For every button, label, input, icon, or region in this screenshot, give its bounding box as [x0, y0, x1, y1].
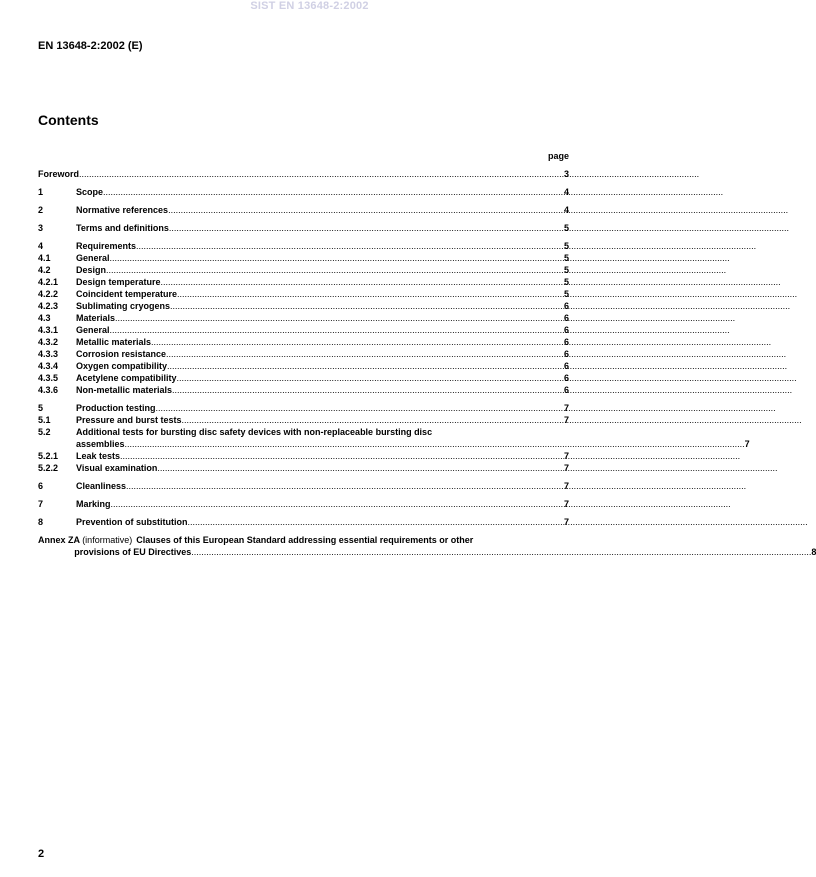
toc-entry-annex[interactable]	[38, 534, 816, 558]
toc-entry[interactable]	[38, 324, 569, 336]
annex-label: Annex ZA	[38, 535, 80, 545]
toc-leader-dots	[170, 300, 564, 312]
toc-entry-page: 7	[563, 403, 569, 413]
toc-entry[interactable]	[38, 372, 569, 384]
toc-entry-page: 6	[563, 325, 569, 335]
toc-entry-number: 6	[38, 481, 44, 491]
toc-entry-number: 4.2.3	[38, 301, 59, 311]
toc-entry-number: 4.3.1	[38, 325, 59, 335]
toc-entry-page: 7	[563, 517, 569, 527]
toc-entry-page: 7	[563, 481, 569, 491]
toc-entry[interactable]	[38, 288, 569, 300]
annex-qualifier: (informative)	[82, 535, 133, 545]
toc-entry-title: Materials	[76, 313, 116, 323]
toc-entry-page: 5	[563, 289, 569, 299]
toc-entry-page: 5	[563, 265, 569, 275]
annex-title-line: Clauses of this European Standard addressing essential requirements or other	[136, 535, 474, 545]
toc-entry-number: 5.1	[38, 415, 51, 425]
toc-entry-number: 4.3.3	[38, 349, 59, 359]
toc-entry[interactable]	[38, 312, 569, 324]
toc-entry-title-line: Additional tests for bursting disc safety devices with non-replaceable bursting disc	[76, 427, 433, 437]
toc-entry[interactable]	[38, 348, 569, 360]
toc-entry-title: Design	[76, 265, 107, 275]
toc-entry-page: 7	[563, 499, 569, 509]
toc-entry-title: Pressure and burst tests	[76, 415, 182, 425]
toc-entry[interactable]	[38, 480, 569, 492]
toc-entry-title: Non-metallic materials	[76, 385, 173, 395]
toc-entry-page: 4	[563, 187, 569, 197]
toc-entry-number: 5.2.1	[38, 451, 59, 461]
toc-entry-page: 6	[563, 313, 569, 323]
toc-entry-title: Acetylene compatibility	[76, 373, 177, 383]
toc-entry-page: 6	[563, 301, 569, 311]
toc-entry-title: Production testing	[76, 403, 156, 413]
toc-entry-page: 6	[563, 373, 569, 383]
watermark: SIST EN 13648-2:2002	[250, 0, 369, 12]
toc-entry-title: General	[76, 253, 110, 263]
toc-leader-dots	[167, 360, 564, 372]
toc-leader-dots	[166, 348, 564, 360]
toc-leader-dots	[177, 372, 564, 384]
toc-entry-number: 4.3	[38, 313, 51, 323]
toc-entry-title: Metallic materials	[76, 337, 152, 347]
toc-entry-number: 5.2.2	[38, 463, 59, 473]
toc-entry-page: 3	[563, 169, 569, 179]
table-of-contents	[38, 168, 816, 558]
toc-leader-dots	[191, 546, 811, 558]
toc-leader-dots	[168, 204, 564, 216]
annex-heading	[38, 534, 132, 546]
toc-entry-title-block	[76, 426, 750, 450]
toc-entry-number: 5	[38, 403, 44, 413]
toc-entry-title: General	[76, 325, 110, 335]
toc-entry-page: 8	[811, 547, 816, 557]
toc-entry-number: 4.3.6	[38, 385, 59, 395]
toc-leader-dots	[120, 450, 564, 462]
document-id: EN 13648-2:2002 (E)	[38, 40, 143, 52]
toc-entry-title: Normative references	[76, 205, 169, 215]
toc-entry[interactable]	[38, 252, 569, 264]
toc-entry-number: 4	[38, 241, 44, 251]
toc-leader-dots	[161, 276, 564, 288]
toc-entry-number: 4.2.1	[38, 277, 59, 287]
toc-entry-page: 6	[563, 361, 569, 371]
toc-entry[interactable]	[38, 450, 569, 462]
toc-entry[interactable]	[38, 498, 569, 510]
toc-entry-title: Design temperature	[76, 277, 161, 287]
toc-entry-title: Scope	[76, 187, 104, 197]
toc-entry-title: Leak tests	[76, 451, 121, 461]
toc-entry-page: 6	[563, 337, 569, 347]
toc-entry-number: 8	[38, 517, 44, 527]
toc-entry[interactable]	[38, 462, 569, 474]
toc-entry[interactable]	[38, 426, 750, 450]
toc-entry-number: 4.3.2	[38, 337, 59, 347]
toc-leader-dots	[111, 498, 564, 510]
toc-entry[interactable]	[38, 276, 569, 288]
toc-entry-number: 4.2.2	[38, 289, 59, 299]
toc-leader-dots	[172, 384, 564, 396]
toc-entry-foreword[interactable]	[38, 168, 569, 180]
toc-leader-dots	[110, 252, 564, 264]
toc-entry-number: 2	[38, 205, 44, 215]
toc-entry-title: Marking	[76, 499, 111, 509]
toc-entry-number: 3	[38, 223, 44, 233]
toc-entry[interactable]	[38, 414, 569, 426]
toc-leader-dots	[169, 222, 564, 234]
toc-entry[interactable]	[38, 186, 569, 198]
toc-leader-dots	[188, 516, 564, 528]
toc-entry-number: 7	[38, 499, 44, 509]
toc-entry-number: 4.3.5	[38, 373, 59, 383]
toc-entry-page: 7	[744, 439, 750, 449]
toc-entry-title: Visual examination	[76, 463, 158, 473]
toc-entry-title: Foreword	[38, 169, 80, 179]
toc-entry-page: 5	[563, 223, 569, 233]
toc-entry-number: 4.3.4	[38, 361, 59, 371]
toc-leader-dots	[182, 414, 564, 426]
toc-leader-dots	[103, 186, 564, 198]
toc-entry-title: Sublimating cryogens	[76, 301, 171, 311]
toc-entry-title: Prevention of substitution	[76, 517, 188, 527]
toc-entry-number: 4.2	[38, 265, 51, 275]
toc-entry[interactable]	[38, 384, 569, 396]
toc-entry-page: 5	[563, 241, 569, 251]
toc-entry[interactable]	[38, 402, 569, 414]
toc-leader-dots	[157, 462, 564, 474]
toc-entry-page: 7	[563, 415, 569, 425]
toc-entry-number: 1	[38, 187, 44, 197]
toc-entry-title: Terms and definitions	[76, 223, 169, 233]
toc-entry[interactable]	[38, 204, 569, 216]
toc-leader-dots	[151, 336, 564, 348]
toc-leader-dots	[177, 288, 564, 300]
toc-leader-dots	[126, 480, 564, 492]
contents-heading: Contents	[38, 112, 99, 128]
toc-entry[interactable]	[38, 336, 569, 348]
toc-entry[interactable]	[38, 222, 569, 234]
toc-entry-page: 6	[563, 385, 569, 395]
toc-entry-title: Cleanliness	[76, 481, 127, 491]
toc-entry-title: Corrosion resistance	[76, 349, 167, 359]
toc-entry-title: Coincident temperature	[76, 289, 178, 299]
annex-title-continuation	[74, 546, 816, 558]
toc-leader-dots	[106, 264, 564, 276]
toc-entry[interactable]	[38, 264, 569, 276]
toc-leader-dots	[125, 438, 745, 450]
toc-entry-title: Oxygen compatibility	[76, 361, 168, 371]
toc-entry[interactable]	[38, 240, 569, 252]
toc-entry-title: Requirements	[76, 241, 137, 251]
toc-leader-dots	[156, 402, 564, 414]
toc-entry-number: 5.2	[38, 427, 51, 437]
toc-entry-page: 4	[563, 205, 569, 215]
toc-entry-page: 5	[563, 277, 569, 287]
toc-leader-dots	[115, 312, 564, 324]
toc-entry[interactable]	[38, 516, 569, 528]
toc-leader-dots	[136, 240, 564, 252]
page-column-label: page	[547, 151, 569, 161]
toc-leader-dots	[110, 324, 564, 336]
toc-entry-page: 7	[563, 451, 569, 461]
toc-entry[interactable]	[38, 300, 569, 312]
toc-entry-page: 7	[563, 463, 569, 473]
toc-entry[interactable]	[38, 360, 569, 372]
toc-entry-page: 6	[563, 349, 569, 359]
toc-entry-number: 4.1	[38, 253, 51, 263]
page-number: 2	[38, 848, 45, 860]
toc-entry-title-line: assemblies	[76, 439, 125, 449]
toc-entry-page: 5	[563, 253, 569, 263]
annex-title-line: provisions of EU Directives	[74, 547, 192, 557]
toc-leader-dots	[79, 168, 564, 180]
